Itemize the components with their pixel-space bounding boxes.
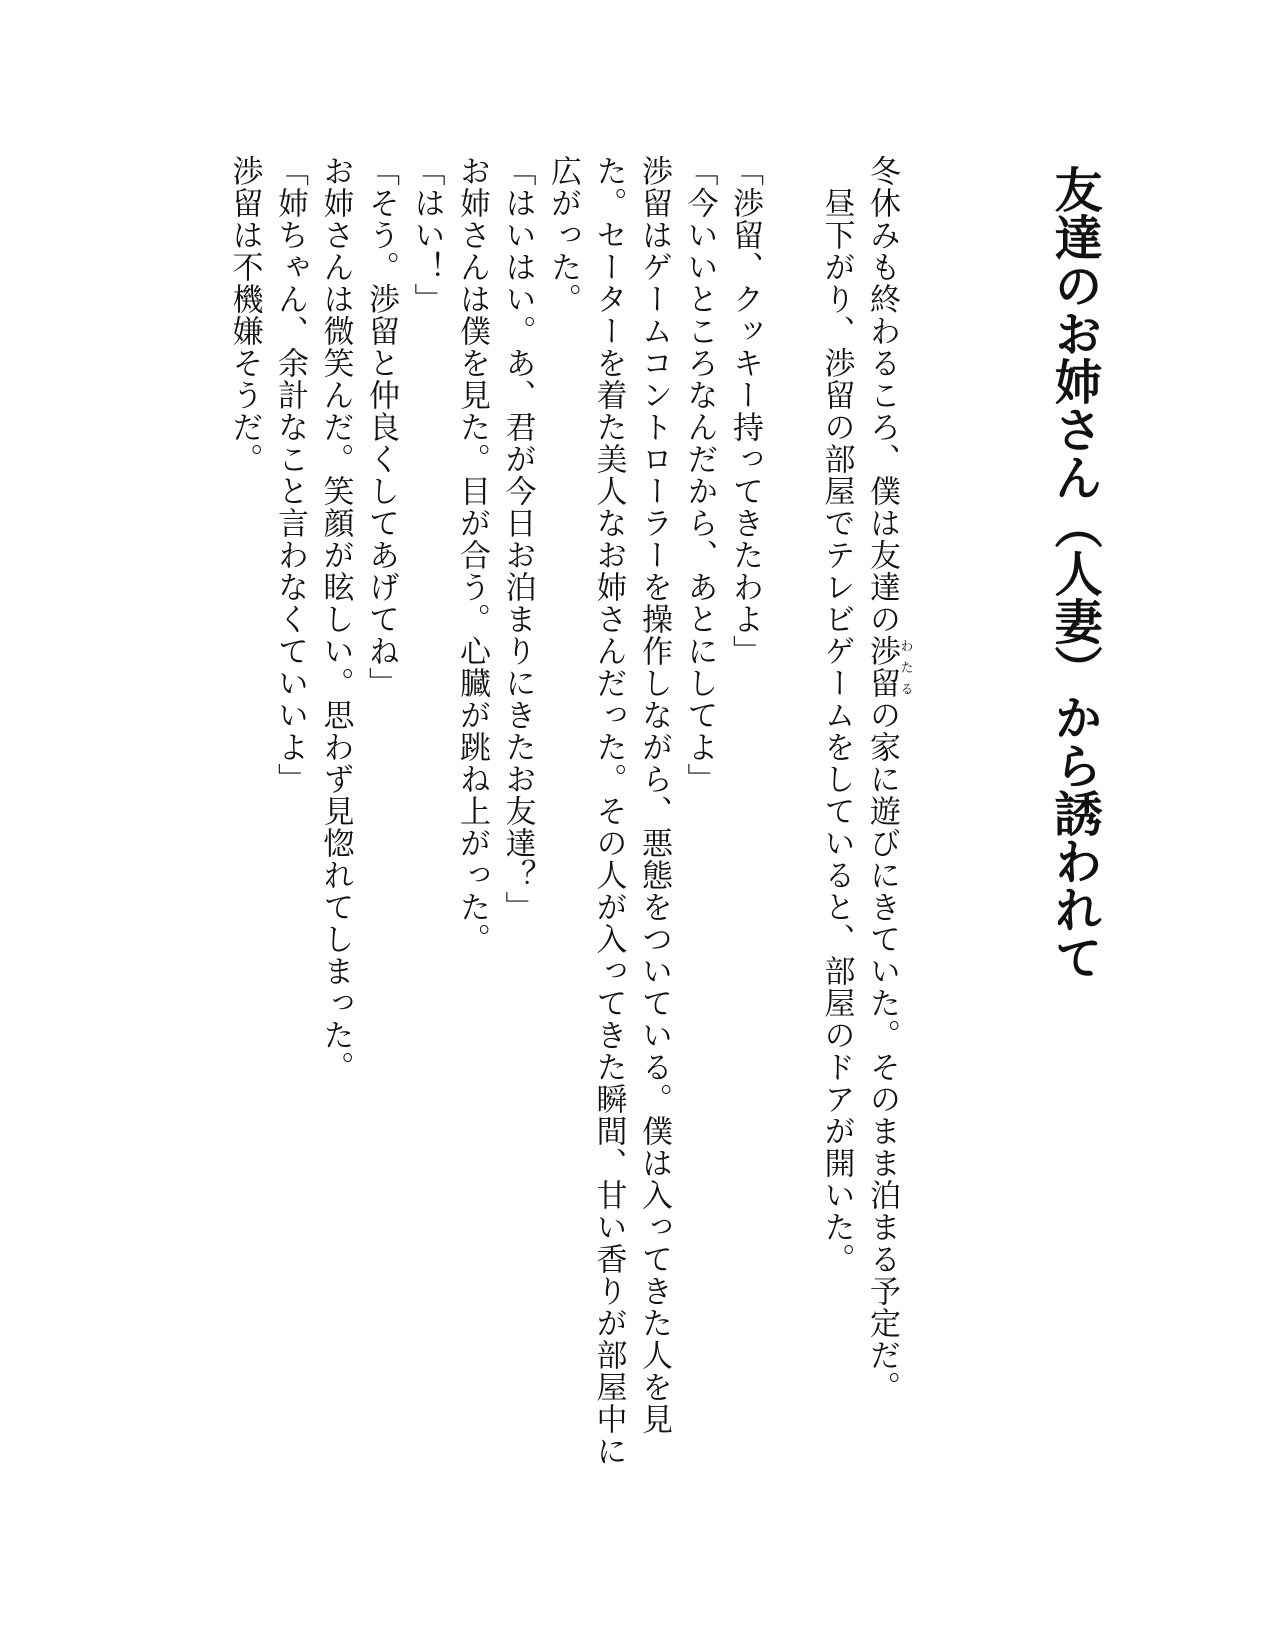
paragraph-text: 冬休みも終わるころ、僕は友達の	[864, 155, 900, 635]
dialogue-line: 「今いいところなんだから、あとにしてよ」	[681, 155, 718, 795]
paragraph: お姉さんは僕を見た。目が合う。心臓が跳ね上がった。	[454, 155, 490, 955]
dialogue-line: 「そう。渉留と仲良くしてあげてね」	[363, 155, 399, 699]
paragraph: お姉さんは微笑んだ。笑顔が眩しい。思わず見惚れてしまった。	[317, 155, 354, 1083]
story-text	[226, 155, 913, 1485]
ruby-base: 渉留	[864, 635, 900, 699]
paragraph: 渉留は不機嫌そうだ。	[226, 155, 263, 475]
paragraph-text: の家に遊びにきていた。そのまま泊まる予定だ。	[864, 699, 900, 1403]
name-with-reading	[864, 635, 913, 699]
paragraph: 渉留はゲームコントローラーを操作しながら、悪態をついている。僕は入ってきた人を見た。セーターを着た美人なお姉さんだった。その人が入ってきた瞬間、甘い香りが部屋中に広がった。	[545, 155, 672, 1467]
dialogue-line: 「渉留、クッキー持ってきたわよ」	[727, 155, 763, 667]
dialogue-line: 「はいはい。あ、君が今日お泊まりにきたお友達？」	[499, 155, 536, 923]
ruby-reading: わたる	[897, 635, 913, 699]
page-title: 友達のお姉さん（人妻）から誘われて	[1046, 165, 1103, 981]
paragraph	[859, 155, 913, 1485]
dialogue-line: 「はい！」	[408, 155, 445, 315]
paragraph: 昼下がり、渉留の部屋でテレビゲームをしていると、部屋のドアが開いた。	[818, 187, 855, 1275]
dialogue-line: 「姉ちゃん、余計なこと言わなくていいよ」	[272, 155, 308, 795]
